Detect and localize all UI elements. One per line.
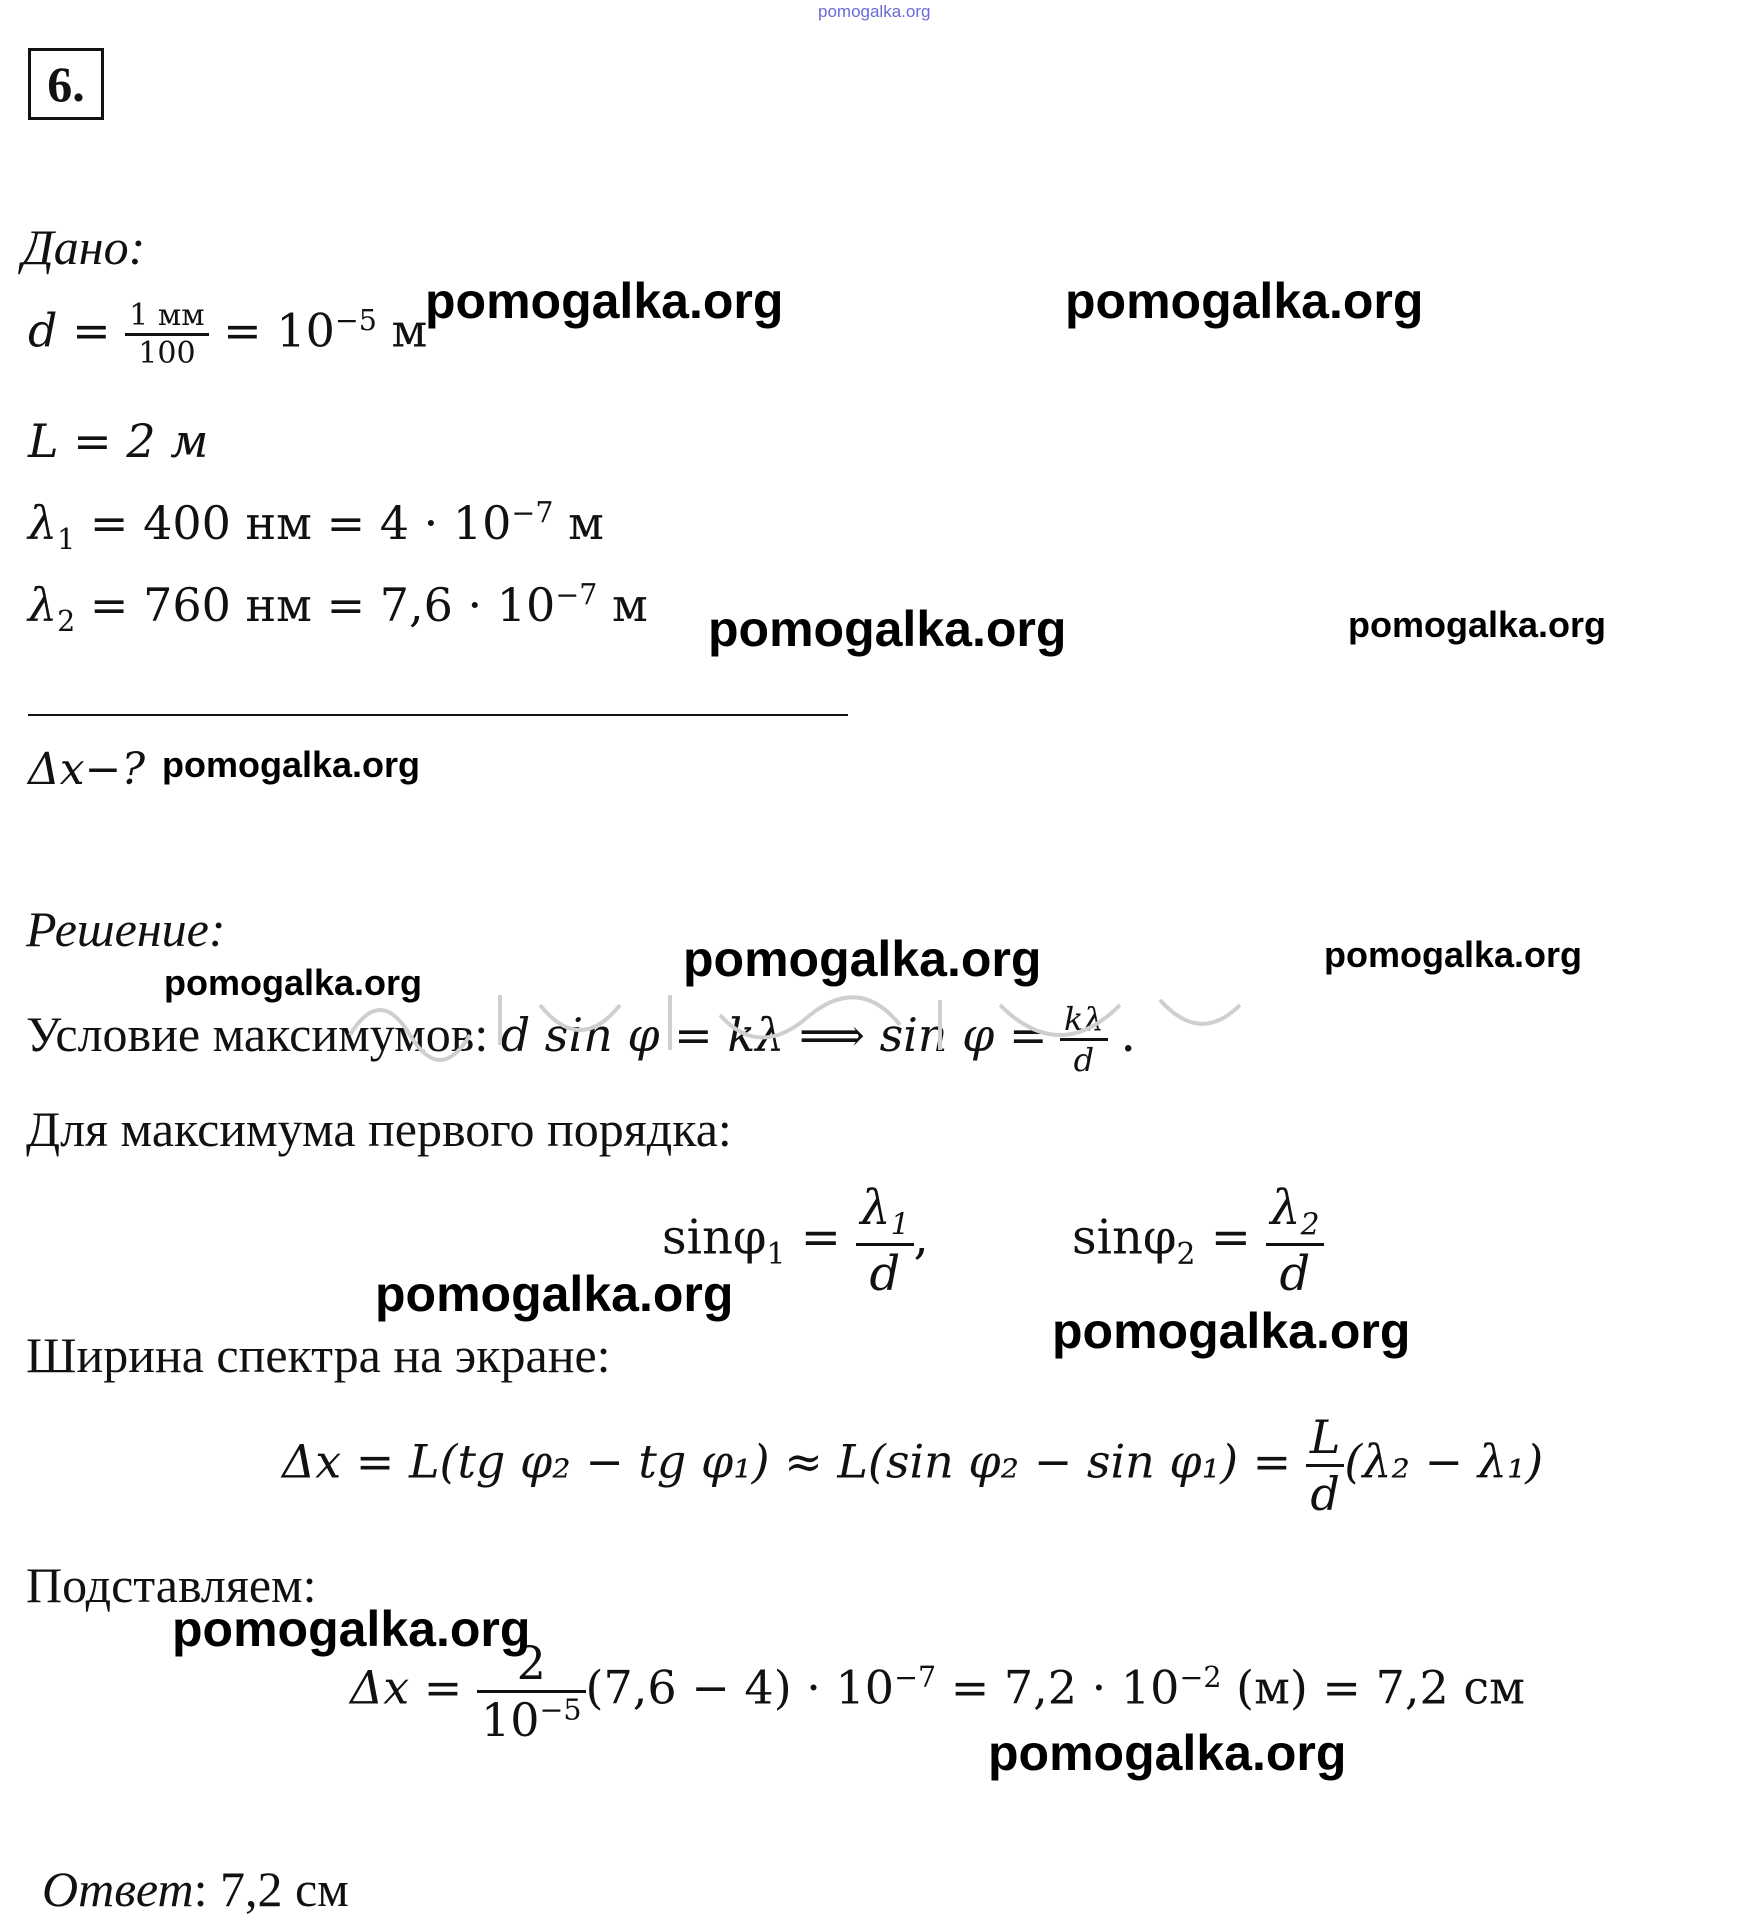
watermark: pomogalka.org	[1052, 1303, 1411, 1359]
width-formula: Δx = L(tg φ₂ − tg φ₁) ≈ L(sin φ₂ − sin φ₁) = $\frac{L}{d}$ (λ₂ − λ₁)	[282, 1410, 1544, 1521]
substitute-text: Подставляем:	[26, 1557, 317, 1613]
watermark: pomogalka.org	[164, 962, 423, 1003]
given-divider	[28, 714, 848, 716]
watermark: pomogalka.org	[1065, 273, 1424, 329]
watermark: pomogalka.org	[425, 273, 784, 329]
given-heading: Дано:	[22, 219, 146, 275]
watermark: pomogalka.org	[1348, 604, 1607, 645]
first-order-text: Для максимума первого порядка:	[26, 1101, 732, 1157]
given-lambda1: $\lambda_1 = 400$ нм = $4 \cdot 10^{-7}$ м	[28, 496, 604, 557]
given-d: d = $\frac{1 мм}{100}$ = $10^{-5}$ м	[28, 298, 428, 371]
calculation-formula: Δx = $\frac{2}{10^{-5}}$ $(7,6 - 4) \cdot 10^{-7} = 7,2 \cdot 10^{-2}$ (м) = 7,2 см	[350, 1636, 1525, 1747]
given-L: L = 2 м	[28, 414, 209, 468]
solution-heading: Решение:	[26, 901, 226, 957]
problem-number: 6.	[28, 48, 104, 120]
given-lambda2: $\lambda_2 = 760$ нм = $7,6 \cdot 10^{-7}$ м	[28, 578, 648, 639]
watermark: pomogalka.org	[162, 744, 421, 785]
spectrum-width-text: Ширина спектра на экране:	[26, 1327, 611, 1383]
watermark: pomogalka.org	[375, 1266, 734, 1322]
watermark: pomogalka.org	[172, 1601, 531, 1657]
maxima-condition: Условие максимумов: d sin φ = kλ ⟹ sin φ = $\frac{k\lambda}{d}$ .	[26, 1000, 1137, 1079]
answer-line: Ответ: 7,2 см	[42, 1861, 349, 1917]
faint-script-watermark	[340, 975, 1290, 1065]
watermark: pomogalka.org	[1324, 934, 1583, 975]
watermark: pomogalka.org	[683, 931, 1042, 987]
watermark: pomogalka.org	[988, 1725, 1347, 1781]
watermark: pomogalka.org	[708, 601, 1067, 657]
find-quantity: Δx−?	[28, 744, 146, 795]
top-site-watermark: pomogalka.org	[818, 2, 931, 21]
sin-phi1-formula: sinφ$_1$ = $\frac{\lambda_1}{d}$ ,	[662, 1180, 929, 1302]
sin-phi2-formula: sinφ$_2$ = $\frac{\lambda_2}{d}$	[1072, 1180, 1324, 1302]
